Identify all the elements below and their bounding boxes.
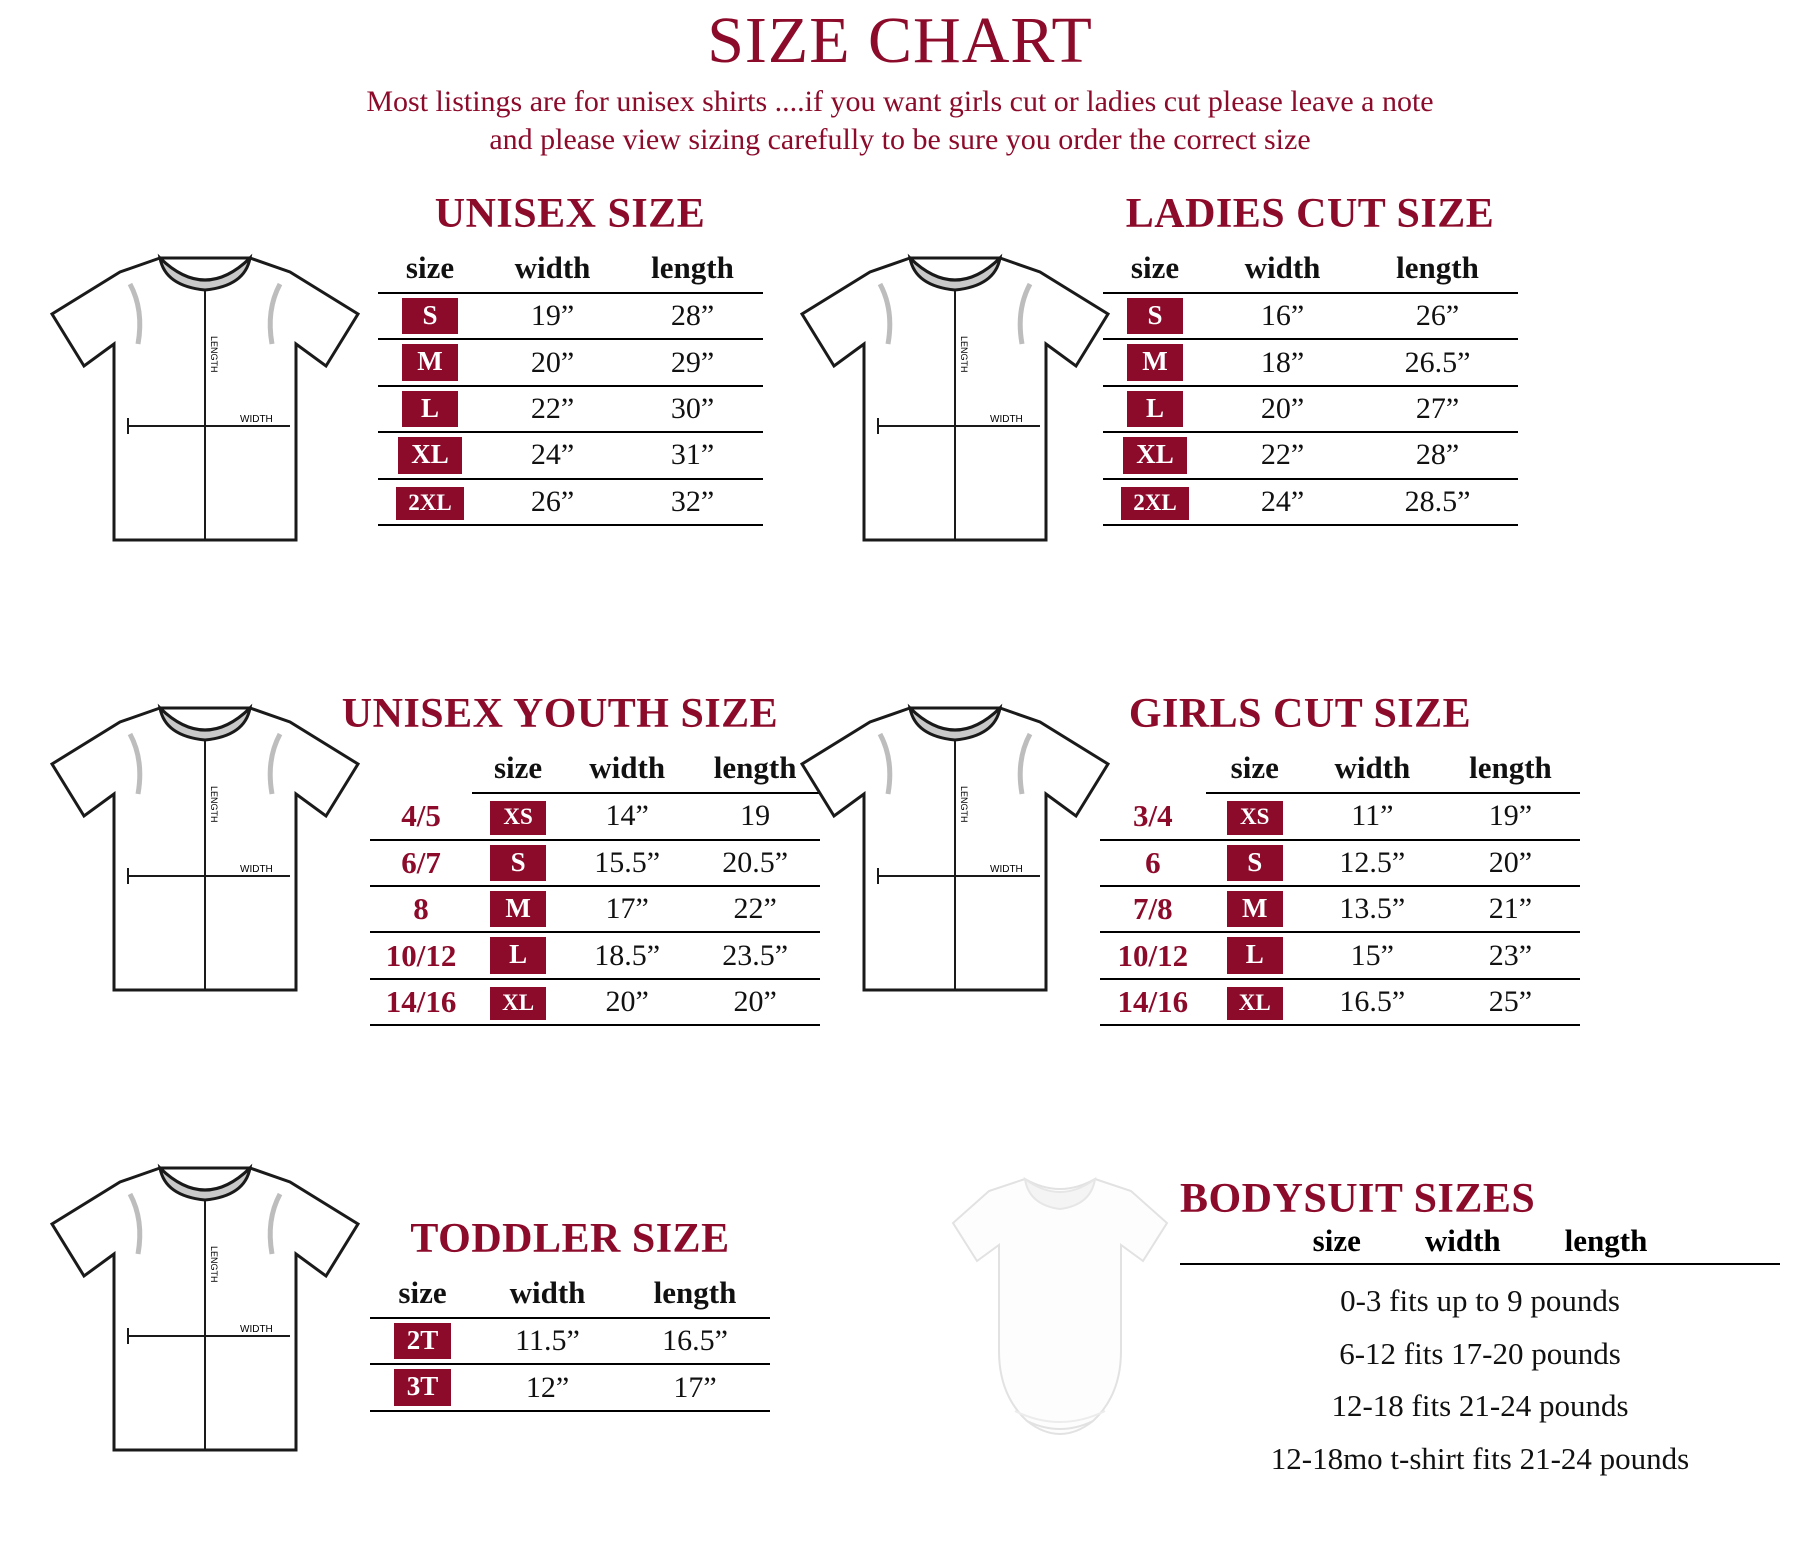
page-title: SIZE CHART [707, 4, 1093, 77]
bodysuit-weight-list [1180, 1275, 1780, 1486]
cell-age: 6 [1100, 840, 1206, 886]
size-badge: S [1127, 298, 1183, 334]
cell-width: 12.5” [1304, 840, 1441, 886]
col-age [1100, 748, 1206, 793]
cell-age: 6/7 [370, 840, 472, 886]
list-item: 12-18 fits 21-24 pounds [1331, 1388, 1629, 1424]
table-row [370, 886, 820, 932]
toddler-size-section [360, 1215, 780, 1412]
length-label: LENGTH [209, 336, 219, 373]
cell-age: 8 [370, 886, 472, 932]
list-item: 0-3 fits up to 9 pounds [1340, 1283, 1620, 1318]
cell-width: 20” [564, 979, 690, 1026]
size-badge: 2T [394, 1323, 452, 1359]
table-header-row [370, 748, 820, 793]
cell-width: 20” [483, 339, 623, 385]
size-badge: L [1227, 937, 1283, 973]
toddler-shirt-illustration [40, 1150, 370, 1470]
cell-age: 3/4 [1100, 793, 1206, 840]
table-row [1100, 886, 1580, 932]
cell-width: 22” [483, 386, 623, 432]
cell-width: 14” [564, 793, 690, 840]
table-row [370, 979, 820, 1026]
cell-length: 21” [1441, 886, 1580, 932]
cell-length: 23.5” [690, 932, 820, 978]
col-length: length [1564, 1223, 1648, 1258]
size-badge: XL [490, 987, 546, 1021]
table-header-row [1100, 748, 1580, 793]
size-badge: M [1127, 344, 1183, 380]
col-length: length [1358, 248, 1518, 293]
size-badge: L [402, 391, 458, 427]
ladies-size-table [1103, 248, 1518, 526]
unisex-size-section [360, 190, 780, 526]
cell-age: 10/12 [370, 932, 472, 978]
size-badge: 3T [394, 1369, 452, 1405]
ladies-title: LADIES CUT SIZE [1125, 191, 1495, 237]
cell-width: 18.5” [564, 932, 690, 978]
cell-width: 24” [483, 432, 623, 478]
col-width: width [1208, 248, 1358, 293]
size-badge: M [1227, 891, 1283, 927]
table-row [378, 479, 763, 526]
list-item: 12-18mo t-shirt fits 21-24 pounds [1270, 1441, 1690, 1477]
col-width: width [475, 1273, 620, 1318]
table-row [1100, 979, 1580, 1026]
bodysuit-icon [945, 1165, 1175, 1455]
size-badge: XL [1123, 437, 1187, 473]
size-badge: XL [1227, 987, 1283, 1021]
cell-width: 24” [1208, 479, 1358, 526]
cell-length: 23” [1441, 932, 1580, 978]
cell-length: 28” [1358, 432, 1518, 478]
table-row [1103, 432, 1518, 478]
col-size: size [1312, 1223, 1361, 1258]
cell-length: 28.5” [1358, 479, 1518, 526]
size-badge: XL [398, 437, 462, 473]
cell-age: 4/5 [370, 793, 472, 840]
col-size: size [1103, 248, 1208, 293]
cell-age: 7/8 [1100, 886, 1206, 932]
cell-length: 29” [623, 339, 763, 385]
unisex-size-table [378, 248, 763, 526]
page-subtitle [190, 83, 1610, 158]
cell-width: 19” [483, 293, 623, 339]
table-row [370, 1318, 770, 1364]
cell-length: 19” [1441, 793, 1580, 840]
cell-length: 27” [1358, 386, 1518, 432]
cell-length: 20” [1441, 840, 1580, 886]
table-row [1103, 479, 1518, 526]
table-row [370, 932, 820, 978]
table-row [370, 793, 820, 840]
cell-length: 20.5” [690, 840, 820, 886]
cell-width: 16” [1208, 293, 1358, 339]
width-label: WIDTH [240, 864, 273, 875]
unisex-shirt-illustration [40, 240, 370, 560]
cell-width: 12” [475, 1364, 620, 1410]
col-length: length [620, 1273, 770, 1318]
table-row [1100, 840, 1580, 886]
cell-width: 15” [1304, 932, 1441, 978]
length-label: LENGTH [209, 1246, 219, 1283]
girls-size-table [1100, 748, 1580, 1026]
toddler-title: TODDLER SIZE [410, 1216, 730, 1262]
col-length: length [1441, 748, 1580, 793]
cell-length: 17” [620, 1364, 770, 1410]
cell-length: 16.5” [620, 1318, 770, 1364]
size-badge: M [490, 891, 546, 927]
cell-length: 26.5” [1358, 339, 1518, 385]
cell-length: 20” [690, 979, 820, 1026]
col-width: width [1424, 1223, 1501, 1258]
table-row [370, 1364, 770, 1410]
col-age [370, 748, 472, 793]
size-badge: S [1227, 845, 1283, 881]
width-label: WIDTH [990, 414, 1023, 425]
table-header-row [370, 1273, 770, 1318]
cell-width: 18” [1208, 339, 1358, 385]
cell-width: 13.5” [1304, 886, 1441, 932]
cell-age: 10/12 [1100, 932, 1206, 978]
list-item: 6-12 fits 17-20 pounds [1339, 1335, 1621, 1371]
cell-width: 11.5” [475, 1318, 620, 1364]
cell-width: 22” [1208, 432, 1358, 478]
size-badge: L [490, 937, 546, 973]
bodysuit-table-header [1180, 1223, 1780, 1265]
table-row [1100, 932, 1580, 978]
col-length: length [623, 248, 763, 293]
col-size: size [378, 248, 483, 293]
girls-title: GIRLS CUT SIZE [1128, 691, 1472, 737]
table-row [1103, 293, 1518, 339]
col-size: size [1206, 748, 1304, 793]
size-badge: XS [1227, 801, 1283, 835]
size-badge: 2XL [396, 487, 463, 521]
cell-length: 28” [623, 293, 763, 339]
subtitle-line-1: Most listings are for unisex shirts ....if you want girls cut or ladies cut please leave a note [366, 85, 1434, 119]
table-row [378, 432, 763, 478]
cell-length: 32” [623, 479, 763, 526]
length-label: LENGTH [959, 786, 969, 823]
cell-age: 14/16 [1100, 979, 1206, 1026]
subtitle-line-2: and please view sizing carefully to be sure you order the correct size [489, 122, 1311, 156]
table-row [378, 386, 763, 432]
cell-width: 16.5” [1304, 979, 1441, 1026]
unisex-title: UNISEX SIZE [434, 191, 706, 237]
cell-length: 31” [623, 432, 763, 478]
width-label: WIDTH [240, 1324, 273, 1335]
col-length: length [690, 748, 820, 793]
youth-size-section [300, 690, 820, 1026]
size-badge: 2XL [1121, 487, 1188, 521]
cell-length: 30” [623, 386, 763, 432]
cell-length: 19 [690, 793, 820, 840]
table-row [370, 840, 820, 886]
youth-title: UNISEX YOUTH SIZE [341, 691, 779, 737]
table-row [378, 293, 763, 339]
tshirt-icon [40, 240, 370, 560]
col-size: size [370, 1273, 475, 1318]
length-label: LENGTH [959, 336, 969, 373]
size-badge: S [402, 298, 458, 334]
col-width: width [564, 748, 690, 793]
bodysuit-illustration [945, 1165, 1175, 1460]
size-badge: L [1127, 391, 1183, 427]
ladies-size-section [1070, 190, 1550, 526]
size-badge: M [402, 344, 458, 380]
cell-width: 17” [564, 886, 690, 932]
bodysuit-title: BODYSUIT SIZES [1180, 1176, 1536, 1222]
table-row [378, 339, 763, 385]
length-label: LENGTH [209, 786, 219, 823]
col-size: size [472, 748, 564, 793]
col-width: width [483, 248, 623, 293]
cell-length: 22” [690, 886, 820, 932]
cell-length: 25” [1441, 979, 1580, 1026]
cell-age: 14/16 [370, 979, 472, 1026]
table-row [1103, 339, 1518, 385]
cell-width: 20” [1208, 386, 1358, 432]
tshirt-icon [40, 1150, 370, 1470]
col-width: width [1304, 748, 1441, 793]
cell-length: 26” [1358, 293, 1518, 339]
cell-width: 26” [483, 479, 623, 526]
cell-width: 11” [1304, 793, 1441, 840]
size-badge: XS [490, 801, 546, 835]
table-row [1103, 386, 1518, 432]
page-header [0, 0, 1800, 158]
bodysuit-section [1180, 1175, 1780, 1486]
girls-size-section [1020, 690, 1580, 1026]
table-row [1100, 793, 1580, 840]
size-badge: S [490, 845, 546, 881]
toddler-size-table [370, 1273, 770, 1412]
table-header-row [378, 248, 763, 293]
width-label: WIDTH [990, 864, 1023, 875]
youth-size-table [370, 748, 820, 1026]
width-label: WIDTH [240, 414, 273, 425]
cell-width: 15.5” [564, 840, 690, 886]
table-header-row [1103, 248, 1518, 293]
